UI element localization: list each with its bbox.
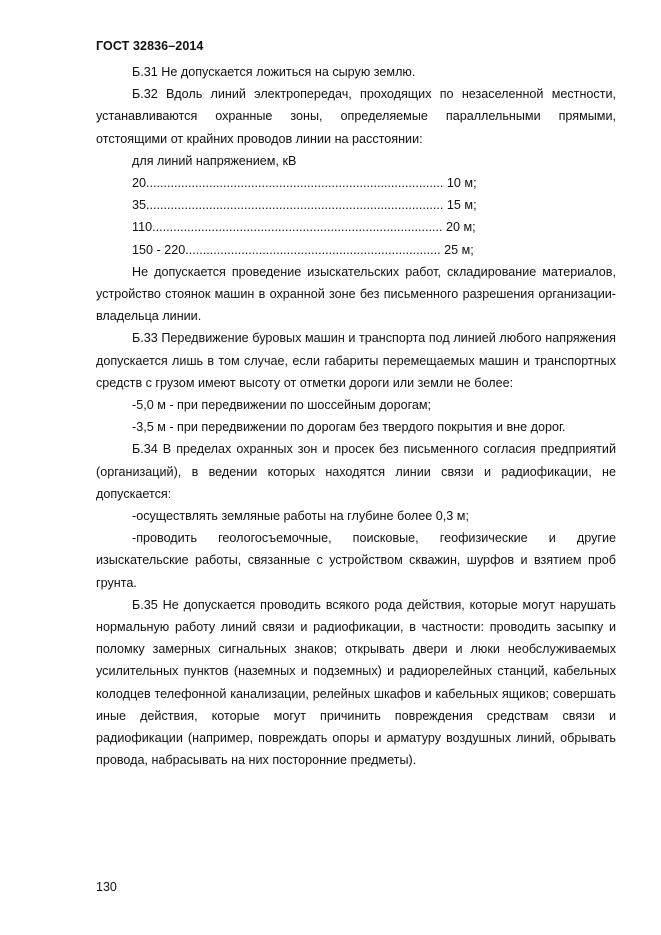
paragraph-b32: Б.32 Вдоль линий электропередач, проходящих по незаселенной местности, устанавливаются охранные зоны, определяемые параллельными прямыми, отстоящими от крайних проводов линии на расстоянии: xyxy=(96,87,616,146)
paragraph-b35: Б.35 Не допускается проводить всякого рода действия, которые могут нарушать нормальную работу линий связи и радиофикации, в частности: проводить засыпку и поломку замерных сигнальных знаков; открывать двери и люки необслуживаемых усилительных пунктов (наземных и подземных) и радиорелейных станций, кабельных колодцев телефонной канализации, релейных шкафов и кабельных ящиков; совершать иные действия, которые могут причинить повреждения средствам связи и радиофикации (например, повреждать опоры и арматуру воздушных линий, обрывать провода, набрасывать на них посторонние предметы). xyxy=(96,597,616,768)
b34-item-2: -проводить геологосъемочные, поисковые, геофизические и другие изыскательские работы, связанные с устройством скважин, шурфов и взятием проб грунта. xyxy=(96,531,616,590)
paragraph-b31: Б.31 Не допускается ложиться на сырую землю. xyxy=(132,65,416,79)
paragraph-b32-note: Не допускается проведение изыскательских работ, складирование материалов, устройство стоянок машин в охранной зоне без письменного разрешения организации-владельца линии. xyxy=(96,264,616,324)
b33-item-1: -5,0 м - при передвижении по шоссейным дорогам; xyxy=(132,398,432,413)
document-body xyxy=(96,61,616,772)
voltage-row-20: 20..................................................................................... 10 м; xyxy=(132,176,477,191)
document-header: ГОСТ 32836–2014 xyxy=(96,39,204,53)
voltage-row-150-220: 150 - 220......................................................................... 25 м; xyxy=(132,242,474,257)
voltage-row-110: 110................................................................................... 20 м; xyxy=(132,220,476,235)
voltage-row-35: 35..................................................................................... 15 м; xyxy=(132,198,477,213)
b34-item-1: -осуществлять земляные работы на глубине более 0,3 м; xyxy=(132,509,469,524)
b33-item-2: -3,5 м - при передвижении по дорогам без твердого покрытия и вне дорог. xyxy=(132,420,566,435)
voltage-intro: для линий напряжением, кВ xyxy=(132,153,297,168)
paragraph-b33: Б.33 Передвижение буровых машин и транспорта под линией любого напряжения допускается лишь в том случае, если габариты перемещаемых машин и транспортных средств с грузом имеют высоту от отметки дороги или земли не более: xyxy=(96,331,616,390)
page-number: 130 xyxy=(96,880,117,894)
paragraph-b34: Б.34 В пределах охранных зон и просек без письменного согласия предприятий (организаций), в ведении которых находятся линии связи и радиофикации, не допускается: xyxy=(96,442,616,501)
